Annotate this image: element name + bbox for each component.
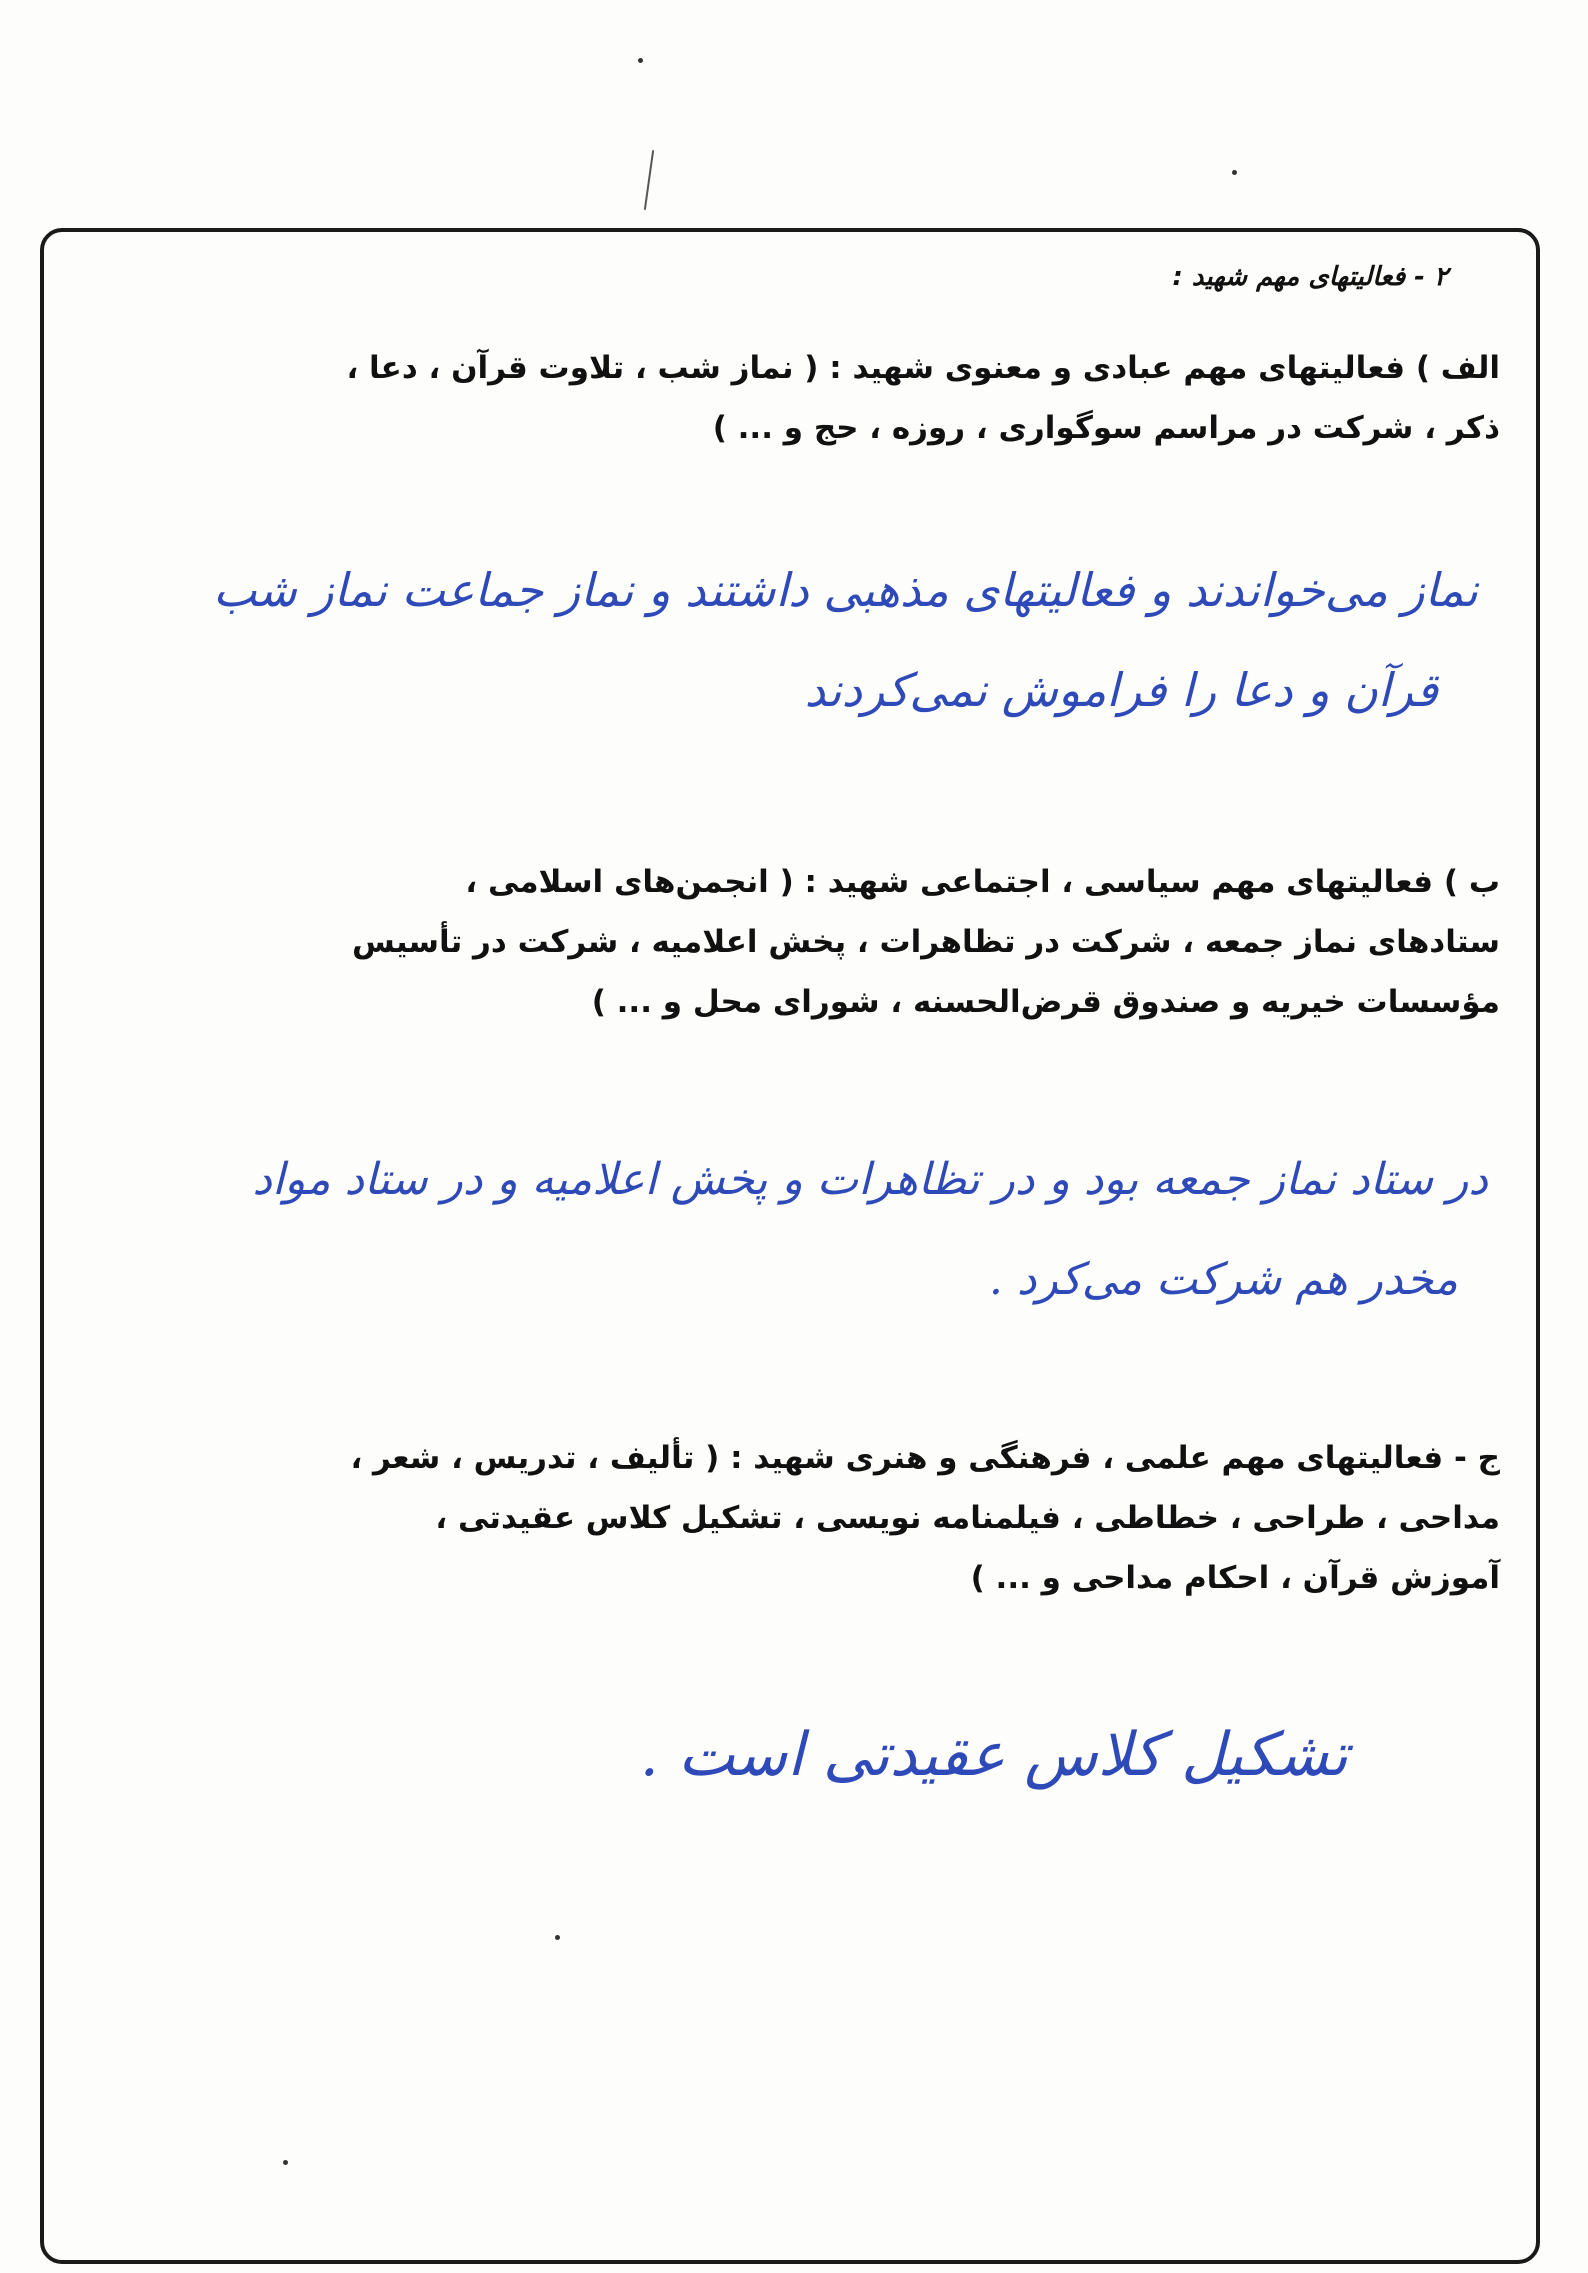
section-c-handwritten-answer xyxy=(640,1700,1348,1810)
section-c-line-1: ج - فعالیتهای مهم علمی ، فرهنگی و هنری شهید : ( تألیف ، تدریس ، شعر ، xyxy=(350,1440,1500,1476)
section-b-line-2: ستادهای نماز جمعه ، شرکت در تظاهرات ، پخش اعلامیه ، شرکت در تأسیس xyxy=(352,924,1500,960)
scan-dot xyxy=(1232,170,1237,175)
section-c-line-2: مداحی ، طراحی ، خطاطی ، فیلمنامه نویسی ، تشکیل کلاس عقیدتی ، xyxy=(435,1500,1500,1536)
scan-dot xyxy=(638,58,643,63)
section-b-answer-line-1: در ستاد نماز جمعه بود و در تظاهرات و پخش اعلامیه و در ستاد مواد xyxy=(252,1154,1488,1205)
scan-mark xyxy=(644,150,654,210)
section-b-handwritten-answer xyxy=(252,1130,1488,1330)
section-c-line-3: آموزش قرآن ، احکام مداحی و ... ) xyxy=(970,1560,1500,1596)
section-a-answer-line-2: قرآن و دعا را فراموش نمی‌کردند xyxy=(804,663,1438,717)
section-b-line-3: مؤسسات خیریه و صندوق قرض‌الحسنه ، شورای محل و ... ) xyxy=(591,984,1500,1020)
section-c-answer-line-1: تشکیل کلاس عقیدتی است . xyxy=(639,1720,1348,1790)
section-a-handwritten-answer xyxy=(213,540,1478,740)
page-dot xyxy=(555,1935,560,1940)
section-a-line-2: ذکر ، شرکت در مراسم سوگواری ، روزه ، حج و ... ) xyxy=(712,410,1500,446)
section-a-answer-line-1: نماز می‌خواندند و فعالیتهای مذهبی داشتند و نماز جماعت نماز شب xyxy=(213,563,1478,617)
page-dot xyxy=(283,2160,288,2165)
section-c-question xyxy=(120,1428,1500,1608)
section-b-answer-line-2: مخدر هم شرکت می‌کرد . xyxy=(988,1254,1458,1305)
section-a-question xyxy=(120,338,1500,458)
page-heading: ۲ - فعالیتهای مهم شهید : xyxy=(1172,262,1448,292)
section-b-question xyxy=(120,852,1500,1032)
section-b-line-1: ب ) فعالیتهای مهم سیاسی ، اجتماعی شهید : ( انجمن‌های اسلامی ، xyxy=(465,864,1500,900)
section-a-line-1: الف ) فعالیتهای مهم عبادی و معنوی شهید : ( نماز شب ، تلاوت قرآن ، دعا ، xyxy=(346,350,1500,386)
